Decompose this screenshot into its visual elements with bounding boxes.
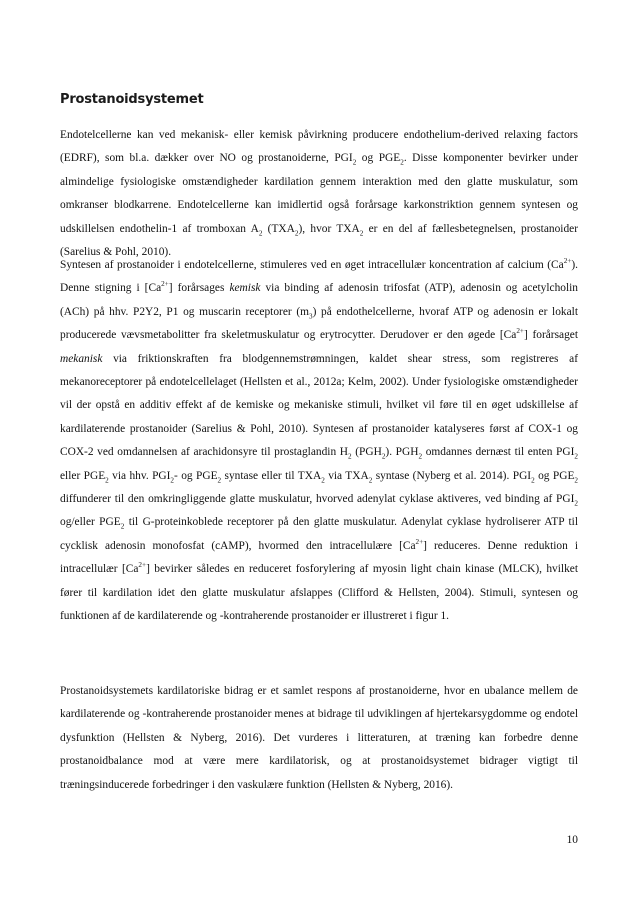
paragraph-synthesis: Syntesen af prostanoider i endotelcellerne, stimuleres ved en øget intracellulær koncentration af calcium $(Ca^{2+})$. Denne stigning i $[Ca^{2+}]$ forårsages kemisk via binding af adenosin trifosfat (ATP), adenosin og acetylcholin (ACh) på hhv. P2Y2, P1 og muscarin receptorer $(m_3)$ på endothelcellerne, hvoraf ATP og adenosin er lokalt producerede vævsmetabolitter fra skeletmuskulatur og erytrocytter. Derudover er den øgede $[Ca^{2+}]$ forårsaget mekanisk via friktionskraften fra blodgennemstrømningen, kaldet shear stress, som registreres af mekanoreceptorer på endotelcellelaget (Hellsten et al., 2012a; Kelm, 2002). Under fysiologiske omstændigheder vil der opstå en additiv effekt af de kemiske og mekaniske stimuli, hvilket vil føre til en øget udskillelse af kardilaterende prostanoider (Sarelius & Pohl, 2010). Syntesen af prostanoider katalyseres først af COX-1 og COX-2 ved omdannelsen af arachidonsyre til prostaglandin $H_2$ $(PGH_2)$. $PGH_2$ omdannes dernæst til enten $PGI_2$ eller $PGE_2$ via hhv. $PGI_2-$ og $PGE_2$ syntase eller til $TXA_2$ via $TXA_2$ syntase (Nyberg et al. 2014). $PGI_2$ og $PGE_2$ diffunderer til den omkringliggende glatte muskulatur, hvorved adenylat cyklase aktiveres, ved binding af $PGI_2$ og/eller $PGE_2$ til G-proteinkoblede receptorer på den glatte muskulatur. Adenylat cyklase hydroliserer ATP til cycklisk adenosin monofosfat (cAMP), hvormed den intracellulære $[Ca^{2+}]$ reduceres. Denne reduktion i intracellulær $[Ca^{2+}]$ bevirker således en reduceret fosforylering af myosin light chain kinase (MLCK), hvilket fører til kardilation idet den glatte muskulatur afslappes (Clifford & Hellsten, 2004). Stimuli, syntesen og funktionen af de kardilaterende og -kontraherende prostanoider er illustreret i figur 1. bbox=[60, 257, 579, 623]
section-heading: Prostanoidsystemet bbox=[60, 92, 204, 107]
page-number: 10 bbox=[566, 834, 578, 846]
paragraph-balance: Prostanoidsystemets kardilatoriske bidrag er et samlet respons af prostanoiderne, hvor en ubalance mellem de kardilaterende og -kontraherende prostanoider menes at bidrage til udviklingen af hjertekarsygdomme og endotel dysfunktion (Hellsten & Nyberg, 2016). Det vurderes i litteraturen, at træning kan forbedre denne prostanoidbalance mod at være mere kardilatorisk, og at prostanoidsystemet bidrager vigtigt til træningsinducerede forbedringer i den vaskulære funktion (Hellsten & Nyberg, 2016). bbox=[60, 685, 578, 791]
paragraph-edrf: Endotelcellerne kan ved mekanisk- eller kemisk påvirkning producere endothelium-derived relaxing factors (EDRF), som bl.a. dækker over NO og prostanoiderne, $PGI_2$ og $PGE_2$. Disse komponenter bevirker under almindelige fysiologiske omstændigheder kardilation gennem interaktion med den glatte muskulatur, som omkranser blodkarrene. Endotelcellerne kan imidlertid også forårsage karkonstriktion gennem syntesen og udskillelsen endothelin-1 af tromboxan $A_2$ $(TXA_2)$, hvor $TXA_2$ er en del af fællesbetegnelsen, prostanoider (Sarelius & Pohl, 2010). bbox=[60, 129, 578, 259]
